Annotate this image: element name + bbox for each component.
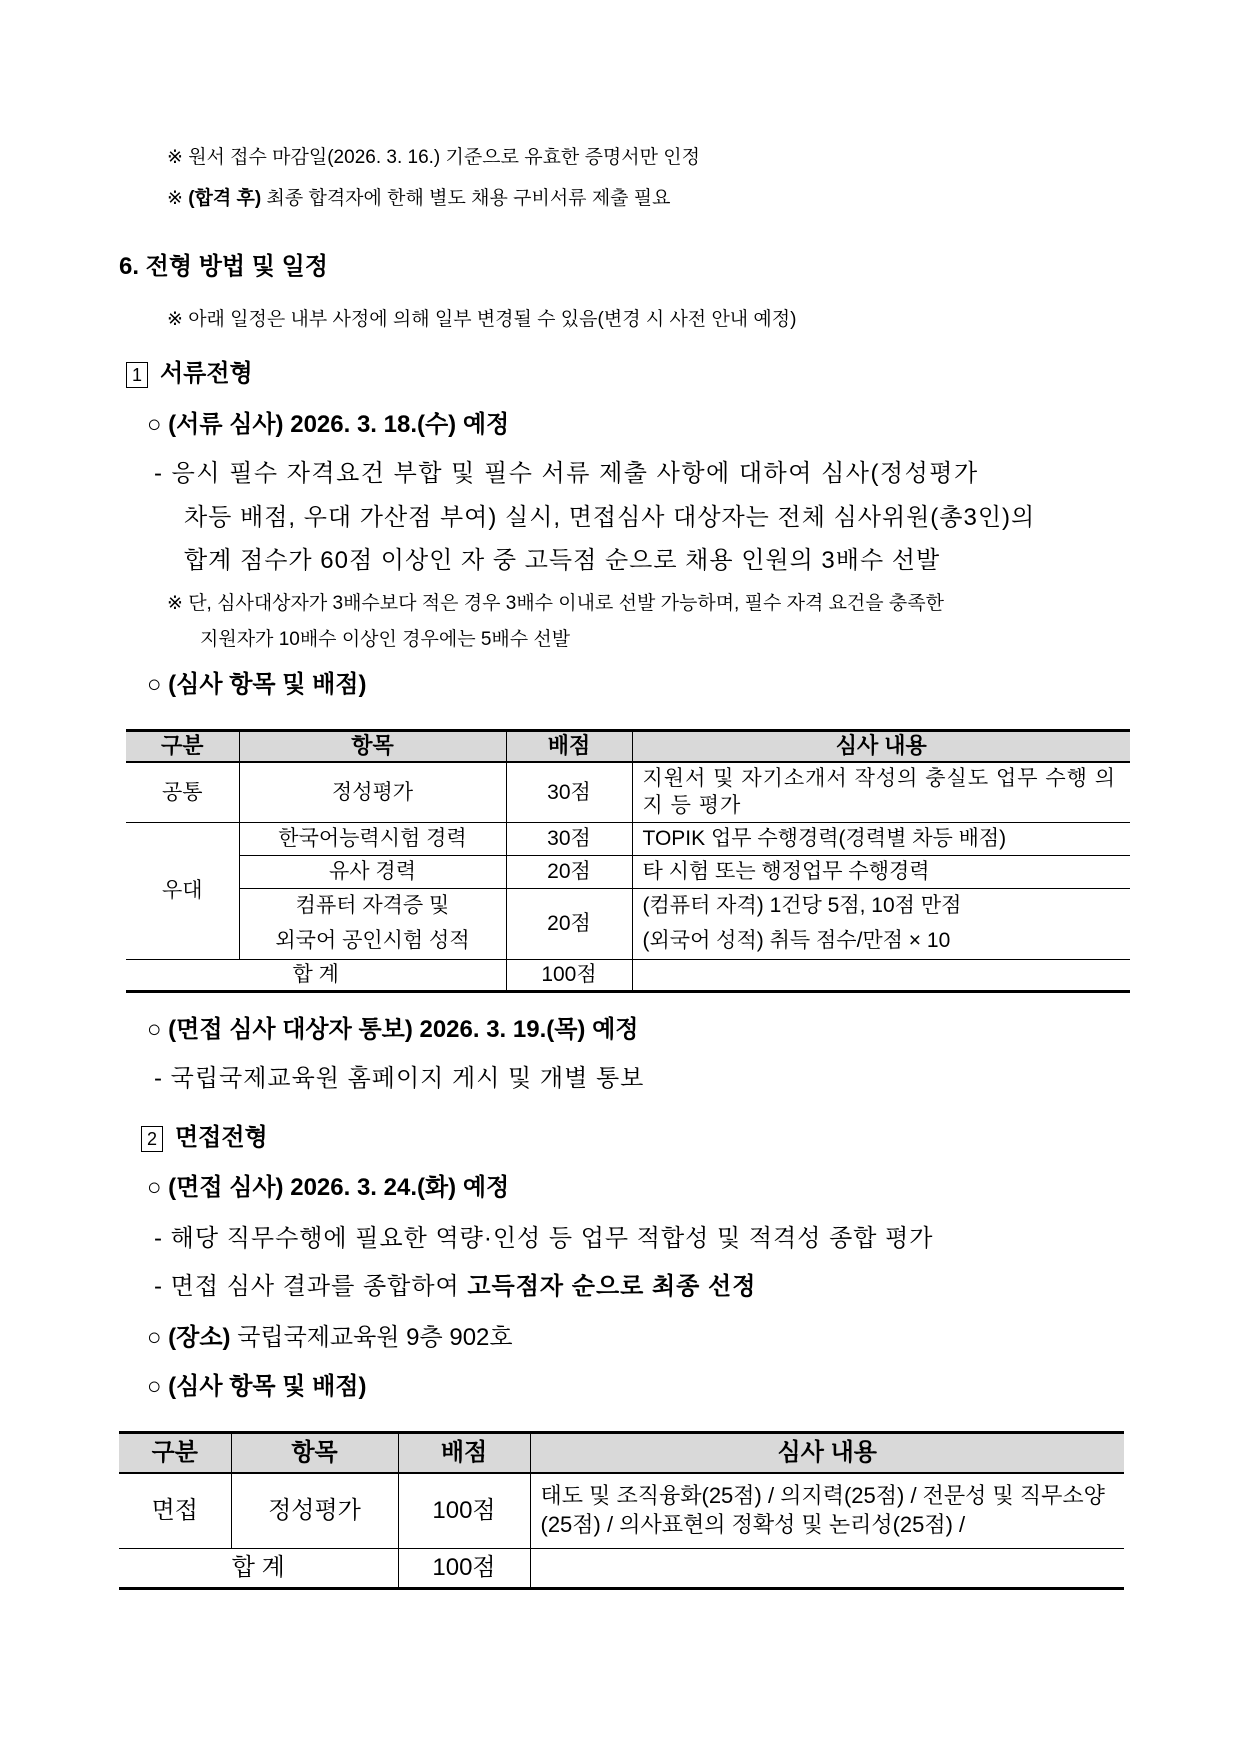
place-label: (장소)	[168, 1324, 231, 1351]
cell-content	[632, 889, 1130, 960]
cell-category: 면접	[119, 1473, 231, 1549]
desc-text: - 면접 심사 결과를 종합하여	[154, 1273, 468, 1300]
header-item: 항목	[239, 731, 506, 762]
note-mark: ※	[167, 188, 189, 209]
interview-notice-desc: - 국립국제교육원 홈페이지 게시 및 개별 통보	[154, 1065, 645, 1092]
bullet: ○	[147, 1324, 169, 1351]
header-score: 배점	[398, 1433, 530, 1473]
table-row	[126, 823, 1130, 856]
cell-score: 100점	[398, 1473, 530, 1549]
table-row	[119, 1473, 1124, 1549]
total-score: 100점	[398, 1549, 530, 1589]
total-label: 합 계	[126, 960, 506, 992]
cell-item	[239, 889, 506, 960]
stage1-footnote: 지원자가 10배수 이상인 경우에는 5배수 선발	[200, 629, 571, 650]
stage1-title: 서류전형	[160, 360, 253, 387]
cell-content: 지원서 및 자기소개서 작성의 충실도 업무 수행 의지 등 평가	[632, 762, 1130, 823]
interview-table	[119, 1431, 1124, 1590]
place-value: 국립국제교육원 9층 902호	[230, 1324, 513, 1351]
note-bold-label: (합격 후)	[188, 188, 262, 209]
cell-category: 우대	[126, 823, 239, 960]
cell-score: 20점	[506, 889, 632, 960]
note-text: 최종 합격자에 한해 별도 채용 구비서류 제출 필요	[261, 188, 671, 209]
cell-score: 30점	[506, 762, 632, 823]
stage2-criteria-title: ○ (심사 항목 및 배점)	[147, 1373, 367, 1400]
cell-content: TOPIK 업무 수행경력(경력별 차등 배점)	[632, 823, 1130, 856]
schedule-change-note: ※ 아래 일정은 내부 사정에 의해 일부 변경될 수 있음(변경 시 사전 안내 예정)	[167, 309, 797, 330]
stage1-desc-line: 차등 배점, 우대 가산점 부여) 실시, 면접심사 대상자는 전체 심사위원(총3인)의	[184, 504, 1036, 531]
header-category: 구분	[126, 731, 239, 762]
header-category: 구분	[119, 1433, 231, 1473]
document-screening-table	[126, 729, 1130, 993]
interview-place	[147, 1324, 513, 1353]
desc-bold: 고득점자 순으로 최종 선정	[467, 1273, 757, 1300]
table-row	[126, 889, 1130, 960]
table-total-row	[126, 960, 1130, 992]
total-score: 100점	[506, 960, 632, 992]
stage1-schedule: ○ (서류 심사) 2026. 3. 18.(수) 예정	[147, 411, 510, 438]
stage1-heading	[126, 360, 253, 389]
total-label: 합 계	[119, 1549, 398, 1589]
table-row	[126, 856, 1130, 889]
cell-item: 정성평가	[231, 1473, 398, 1549]
note-final-documents	[167, 188, 671, 211]
stage1-desc-line: - 응시 필수 자격요건 부합 및 필수 서류 제출 사항에 대하여 심사(정성평가	[154, 460, 979, 487]
stage1-criteria-title: ○ (심사 항목 및 배점)	[147, 671, 367, 698]
header-item: 항목	[231, 1433, 398, 1473]
stage2-desc: - 해당 직무수행에 필요한 역량·인성 등 업무 적합성 및 적격성 종합 평가	[154, 1225, 934, 1252]
cell-item: 정성평가	[239, 762, 506, 823]
cell-content: 타 시험 또는 행정업무 수행경력	[632, 856, 1130, 889]
total-content-empty	[530, 1549, 1124, 1589]
cell-score: 20점	[506, 856, 632, 889]
total-content-empty	[632, 960, 1130, 992]
interview-notice: ○ (면접 심사 대상자 통보) 2026. 3. 19.(목) 예정	[147, 1016, 639, 1043]
header-content: 심사 내용	[530, 1433, 1124, 1473]
cell-content: 태도 및 조직융화(25점) / 의지력(25점) / 전문성 및 직무소양(25점) / 의사표현의 정확성 및 논리성(25점) /	[530, 1473, 1124, 1549]
cell-item: 유사 경력	[239, 856, 506, 889]
stage1-desc-line: 합계 점수가 60점 이상인 자 중 고득점 순으로 채용 인원의 3배수 선발	[184, 547, 941, 574]
header-score: 배점	[506, 731, 632, 762]
cell-score: 30점	[506, 823, 632, 856]
section-heading: 6. 전형 방법 및 일정	[119, 253, 328, 280]
cell-item-line: 외국어 공인시험 성적	[275, 929, 470, 953]
stage1-footnote: ※ 단, 심사대상자가 3배수보다 적은 경우 3배수 이내로 선발 가능하며, 필수 자격 요건을 충족한	[167, 593, 944, 614]
table-total-row	[119, 1549, 1124, 1589]
number-box: 1	[126, 362, 148, 388]
cell-item: 한국어능력시험 경력	[239, 823, 506, 856]
cell-content-line: (외국어 성적) 취득 점수/만점 × 10	[642, 929, 951, 953]
stage2-title: 면접전형	[175, 1124, 268, 1151]
table-row	[126, 762, 1130, 823]
cell-content-line: (컴퓨터 자격) 1건당 5점, 10점 만점	[642, 894, 962, 918]
stage2-schedule: ○ (면접 심사) 2026. 3. 24.(화) 예정	[147, 1174, 510, 1201]
cell-category: 공통	[126, 762, 239, 823]
header-content: 심사 내용	[632, 731, 1130, 762]
cell-item-line: 컴퓨터 자격증 및	[295, 894, 450, 918]
number-box: 2	[141, 1126, 163, 1152]
stage2-heading	[141, 1124, 268, 1153]
note-certificate-validity: ※ 원서 접수 마감일(2026. 3. 16.) 기준으로 유효한 증명서만 인정	[167, 147, 700, 168]
stage2-desc	[154, 1273, 756, 1302]
